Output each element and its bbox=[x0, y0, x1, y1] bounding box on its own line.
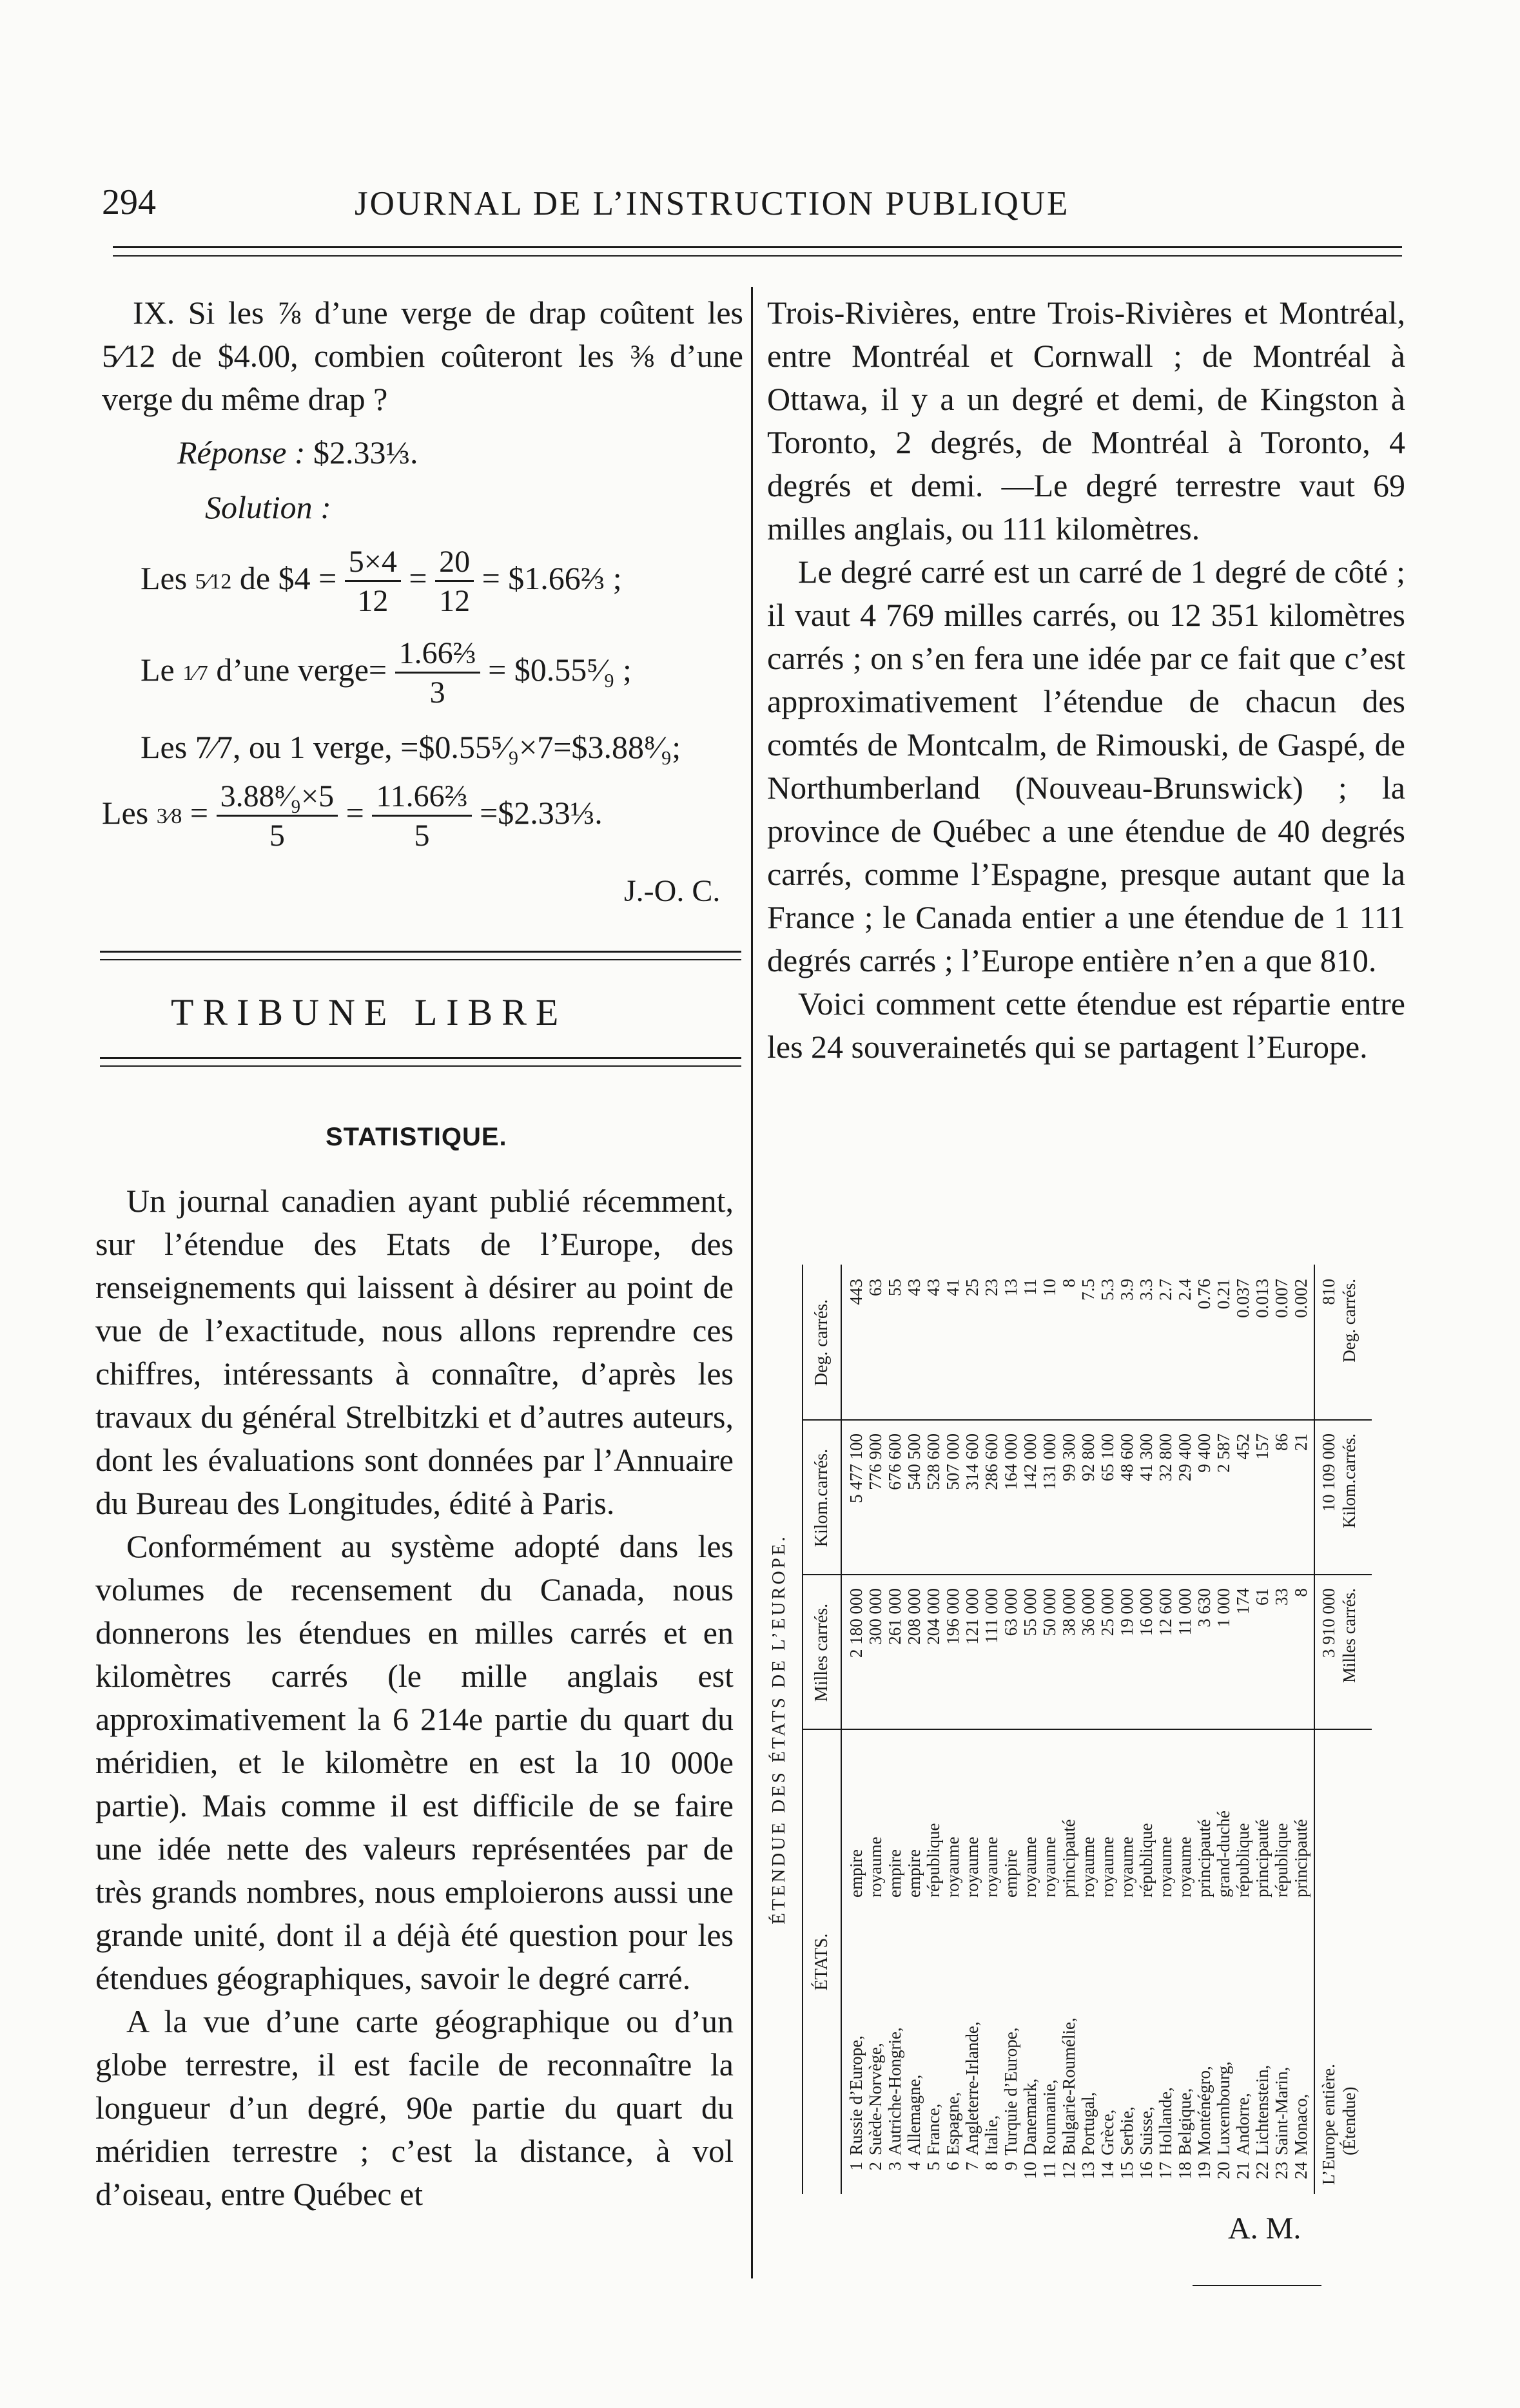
table-cell: 7.5 bbox=[1078, 1279, 1098, 1301]
table-cell: 9 400 bbox=[1194, 1433, 1214, 1473]
table-cell: Danemark, bbox=[1020, 2078, 1040, 2155]
paragraph: Le degré carré est un carré de 1 degré de côté ; il vaut 4 769 milles carrés, ou 12 351 kilomètres carrés ; on s’en fera une idée par ce fait que c’est approximativement l’étendue de chacun des comtés de Montcalm, de Rimouski, de Gaspé, de Northumberland (Nouveau-Brunswick) ; la province de Québec a une étendue de 40 degrés carrés, comme l’Espagne, presque autant que la France ; le Canada entier a une étendue de 1 111 degrés carrés ; l’Europe entière n’en a que 810. bbox=[767, 554, 1405, 978]
table-rule bbox=[1314, 1265, 1315, 2194]
table-cell: 11 bbox=[1040, 2162, 1059, 2179]
table-cell: Bulgarie-Roumélie, bbox=[1059, 2017, 1078, 2155]
page-number: 294 bbox=[102, 182, 156, 222]
table-cell: 8 bbox=[1291, 1588, 1311, 1597]
table-cell: 5 bbox=[924, 2162, 943, 2171]
right-body-text bbox=[767, 291, 1405, 1069]
table-cell: 208 000 bbox=[904, 1588, 924, 1645]
table-cell: république bbox=[1233, 1823, 1252, 1898]
table-cell: 18 bbox=[1175, 2162, 1194, 2179]
section-rule-1 bbox=[100, 951, 741, 953]
table-cell: 36 000 bbox=[1078, 1588, 1098, 1636]
table-cell: 452 bbox=[1233, 1433, 1252, 1460]
table-cell: 0.76 bbox=[1194, 1279, 1214, 1310]
table-cell: 32 800 bbox=[1156, 1433, 1175, 1482]
section-rule-3 bbox=[100, 1057, 741, 1059]
table-cell: 8 bbox=[982, 2162, 1001, 2171]
table-cell: 2 bbox=[866, 2162, 885, 2171]
solution-line-1: Les 5⁄12 de $4 = $\frac{5\times 4}{12}$ = $\frac{20}{12}$ = $1.66⅔ ; bbox=[141, 545, 622, 618]
table-cell: royaume bbox=[1117, 1836, 1136, 1898]
table-cell: 3 bbox=[885, 2162, 904, 2171]
table-cell: 14 bbox=[1098, 2162, 1117, 2179]
table-cell: république bbox=[1272, 1823, 1291, 1898]
table-cell: Autriche-Hongrie, bbox=[885, 2027, 904, 2155]
table-cell: 131 000 bbox=[1040, 1433, 1059, 1490]
table-cell: 43 bbox=[924, 1279, 943, 1296]
header-kilom: Kilom.carrés. bbox=[812, 1448, 832, 1548]
table-cell: 0.013 bbox=[1252, 1279, 1272, 1318]
table-cell: Monaco, bbox=[1291, 2093, 1311, 2155]
table-cell: grand-duché bbox=[1214, 1811, 1233, 1898]
table-cell: royaume bbox=[866, 1836, 885, 1898]
table-cell: 38 000 bbox=[1059, 1588, 1078, 1636]
journal-title: JOURNAL DE L’INSTRUCTION PUBLIQUE bbox=[355, 185, 1070, 222]
table-cell: 8 bbox=[1059, 1279, 1078, 1288]
answer-label: Réponse : bbox=[177, 434, 306, 471]
table-cell: principauté bbox=[1291, 1819, 1311, 1898]
section-rule-2 bbox=[100, 959, 741, 960]
table-cell: 121 000 bbox=[962, 1588, 982, 1645]
table-cell: 3 630 bbox=[1194, 1588, 1214, 1627]
table-cell: royaume bbox=[1156, 1836, 1175, 1898]
table-cell: 33 bbox=[1272, 1588, 1291, 1606]
table-cell: Russie d’Europe, bbox=[846, 2035, 866, 2155]
table-row bbox=[1214, 1265, 1233, 2194]
table-cell: 25 000 bbox=[1098, 1588, 1117, 1636]
table-cell: empire bbox=[1001, 1849, 1020, 1898]
table-cell: empire bbox=[885, 1849, 904, 1898]
table-cell: empire bbox=[846, 1849, 866, 1898]
table-cell: 63 000 bbox=[1001, 1588, 1020, 1636]
table-cell: 0.21 bbox=[1214, 1279, 1233, 1310]
table-total-units: (Étendue) Milles carrés. Kilom.carrés. Deg. carrés. bbox=[1340, 1279, 1359, 2155]
table-row bbox=[1078, 1265, 1098, 2194]
table-cell: Angleterre-Irlande, bbox=[962, 2021, 982, 2155]
table-row bbox=[1233, 1265, 1252, 2194]
table-cell: 142 000 bbox=[1020, 1433, 1040, 1490]
table-cell: 20 bbox=[1214, 2162, 1233, 2179]
table-cell: 16 bbox=[1136, 2162, 1156, 2179]
fraction: $\frac{\text{3.88⁸⁄₉×5}}{5}$ bbox=[217, 781, 338, 851]
table-cell: 111 000 bbox=[982, 1588, 1001, 1644]
table-row bbox=[866, 1265, 885, 2194]
table-cell: 22 bbox=[1252, 2162, 1272, 2179]
table-row bbox=[1001, 1265, 1020, 2194]
table-row bbox=[1040, 1265, 1059, 2194]
table-cell: 443 bbox=[846, 1279, 866, 1305]
table-cell: 5.3 bbox=[1098, 1279, 1117, 1301]
header-milles: Milles carrés. bbox=[812, 1603, 832, 1702]
paragraph: Un journal canadien ayant publié récemment, sur l’étendue des Etats de l’Europe, des renseignements qui laissent à désirer au point de vue de l’exactitude, nous allons reprendre ces chiffres, intéressants à connaître, d’après les travaux du général Strelbitzki et d’autres auteurs, dont les évaluations sont données par l’Annuaire du Bureau des Longitudes, édité à Paris. bbox=[95, 1183, 734, 1521]
solution-line-4: Les 3⁄8 = $\frac{\text{3.88⁸⁄₉×5}}{5}$ = $\frac{\text{11.66⅔}}{5}$ =$2.33⅓. bbox=[102, 779, 603, 853]
table-cell: 157 bbox=[1252, 1433, 1272, 1460]
table-cell: 63 bbox=[866, 1279, 885, 1296]
answer-value: $2.33⅓. bbox=[313, 434, 418, 471]
header-etats: ÉTATS. bbox=[812, 1933, 832, 1991]
table-row bbox=[1136, 1265, 1156, 2194]
table-cell: 50 000 bbox=[1040, 1588, 1059, 1636]
table-row bbox=[943, 1265, 962, 2194]
table-cell: 23 bbox=[982, 1279, 1001, 1296]
table-cell: 776 900 bbox=[866, 1433, 885, 1490]
solution-line-2: Le 1⁄7 d’une verge= $\frac{\text{1.66⅔}}{3}$ = $0.55⁵⁄₉ ; bbox=[141, 636, 632, 710]
table-cell: 19 000 bbox=[1117, 1588, 1136, 1636]
table-cell: 7 bbox=[962, 2162, 982, 2171]
header-rule-top bbox=[113, 246, 1402, 248]
table-cell: 5 477 100 bbox=[846, 1433, 866, 1503]
table-cell: 4 bbox=[904, 2162, 924, 2171]
table-cell: 15 bbox=[1117, 2162, 1136, 2179]
table-cell: 48 600 bbox=[1117, 1433, 1136, 1482]
table-cell: Roumanie, bbox=[1040, 2079, 1059, 2155]
table-cell: Allemagne, bbox=[904, 2074, 924, 2155]
table-cell: Espagne, bbox=[943, 2092, 962, 2155]
table-cell: 11 000 bbox=[1175, 1588, 1194, 1636]
table-cell: république bbox=[1136, 1823, 1156, 1898]
fraction: $\frac{\text{1.66⅔}}{3}$ bbox=[395, 638, 480, 708]
table-cell: Andorre, bbox=[1233, 2093, 1252, 2155]
closing-signature: A. M. bbox=[1228, 2211, 1301, 2246]
solution-line-3: Les 7⁄7, ou 1 verge, =$0.55⁵⁄₉×7=$3.88⁸⁄₉; bbox=[141, 729, 681, 765]
table-row bbox=[1020, 1265, 1040, 2194]
table-cell: royaume bbox=[1175, 1836, 1194, 1898]
table-cell: 41 bbox=[943, 1279, 962, 1296]
table-cell: royaume bbox=[1098, 1836, 1117, 1898]
table-cell: 3.9 bbox=[1117, 1279, 1136, 1301]
table-row bbox=[982, 1265, 1001, 2194]
left-body-text bbox=[95, 1180, 734, 2216]
table-cell: 10 bbox=[1020, 2162, 1040, 2179]
table-cell: royaume bbox=[1040, 1836, 1059, 1898]
table-row bbox=[1059, 1265, 1078, 2194]
table-cell: 540 500 bbox=[904, 1433, 924, 1490]
table-cell: 55 000 bbox=[1020, 1588, 1040, 1636]
problem-signature: J.-O. C. bbox=[624, 874, 721, 908]
table-cell: 204 000 bbox=[924, 1588, 943, 1645]
table-cell: 2 587 bbox=[1214, 1433, 1233, 1473]
table-cell: 2 180 000 bbox=[846, 1588, 866, 1658]
table-cell: 507 000 bbox=[943, 1433, 962, 1490]
table-cell: 92 800 bbox=[1078, 1433, 1098, 1482]
table-cell: 1 bbox=[846, 2162, 866, 2171]
table-cell: principauté bbox=[1194, 1819, 1214, 1898]
table-row bbox=[962, 1265, 982, 2194]
table-cell: 261 000 bbox=[885, 1588, 904, 1645]
table-cell: royaume bbox=[943, 1836, 962, 1898]
table-cell: 528 600 bbox=[924, 1433, 943, 1490]
statistique-heading: STATISTIQUE. bbox=[326, 1123, 507, 1151]
table-row bbox=[1117, 1265, 1136, 2194]
table-rotated bbox=[759, 1265, 1372, 2194]
table-cell: Luxembourg, bbox=[1214, 2061, 1233, 2155]
paragraph: Conformément au système adopté dans les volumes de recensement du Canada, nous donnerons les étendues en milles carrés et en kilomètres carrés (le mille anglais est approximativement la 6 214e partie du quart du méridien, et le kilomètre en est la 10 000e partie). Mais comme il est difficile de se faire une idée nette des valeurs représentées par de très grands nombres, nous emploierons aussi une grande unité, dont il a déjà été question pour les étendues géographiques, savoir le degré carré. bbox=[95, 1528, 734, 1996]
table-row bbox=[846, 1265, 866, 2194]
table-cell: 24 bbox=[1291, 2162, 1311, 2179]
table-cell: Grèce, bbox=[1098, 2109, 1117, 2155]
header-rule-bottom bbox=[113, 255, 1402, 257]
table-row bbox=[1272, 1265, 1291, 2194]
table-cell: 0.002 bbox=[1291, 1279, 1311, 1318]
table-cell: 2.7 bbox=[1156, 1279, 1175, 1301]
table-row bbox=[1252, 1265, 1272, 2194]
table-cell: 196 000 bbox=[943, 1588, 962, 1645]
closing-rule bbox=[1193, 2285, 1321, 2286]
table-cell: 61 bbox=[1252, 1588, 1272, 1606]
table-cell: 300 000 bbox=[866, 1588, 885, 1645]
table-cell: 13 bbox=[1078, 2162, 1098, 2179]
header-degres: Deg. carrés. bbox=[812, 1299, 832, 1386]
solution-label: Solution : bbox=[205, 489, 331, 525]
table-title: ÉTENDUE DES ÉTATS DE L’EUROPE. bbox=[768, 1534, 789, 1925]
table-cell: 86 bbox=[1272, 1433, 1291, 1451]
fraction: $\frac{20}{12}$ bbox=[435, 547, 474, 617]
table-cell: Portugal, bbox=[1078, 2092, 1098, 2155]
table-cell: 0.037 bbox=[1233, 1279, 1252, 1318]
fraction: $\frac{\text{11.66⅔}}{5}$ bbox=[372, 781, 471, 851]
table-cell: empire bbox=[904, 1849, 924, 1898]
table-cell: 16 000 bbox=[1136, 1588, 1156, 1636]
table-cell: 6 bbox=[943, 2162, 962, 2171]
table-row bbox=[885, 1265, 904, 2194]
table-cell: 23 bbox=[1272, 2162, 1291, 2179]
table-row bbox=[1291, 1265, 1311, 2194]
table-cell: Suisse, bbox=[1136, 2106, 1156, 2155]
table-cell: 21 bbox=[1233, 2162, 1252, 2179]
table-cell: 12 bbox=[1059, 2162, 1078, 2179]
table-cell: Saint-Marin, bbox=[1272, 2066, 1291, 2155]
paragraph: Voici comment cette étendue est répartie entre les 24 souverainetés qui se partagent l’Europe. bbox=[767, 986, 1405, 1065]
table-cell: royaume bbox=[962, 1836, 982, 1898]
problem-statement: IX. Si les ⅞ d’une verge de drap coûtent les 5⁄12 de $4.00, combien coûteront les ⅜ d’une verge du même drap ? bbox=[102, 295, 743, 417]
table-total-row: L’Europe entière. 3 910 000 10 109 000 810 bbox=[1319, 1279, 1338, 2185]
table-cell: 9 bbox=[1001, 2162, 1020, 2171]
table-cell: 1 000 bbox=[1214, 1588, 1233, 1627]
table-cell: Serbie, bbox=[1117, 2106, 1136, 2155]
table-row bbox=[1175, 1265, 1194, 2194]
table-cell: 29 400 bbox=[1175, 1433, 1194, 1482]
table-cell: 11 bbox=[1020, 1279, 1040, 1296]
table-cell: 3.3 bbox=[1136, 1279, 1156, 1301]
table-cell: 65 100 bbox=[1098, 1433, 1117, 1482]
table-cell: France, bbox=[924, 2103, 943, 2155]
table-cell: 43 bbox=[904, 1279, 924, 1296]
table-cell: 99 300 bbox=[1059, 1433, 1078, 1482]
table-cell: 21 bbox=[1291, 1433, 1311, 1451]
europe-area-table bbox=[759, 1265, 1372, 2194]
table-cell: 286 600 bbox=[982, 1433, 1001, 1490]
table-cell: 314 600 bbox=[962, 1433, 982, 1490]
table-cell: royaume bbox=[1020, 1836, 1040, 1898]
table-row bbox=[1156, 1265, 1175, 2194]
table-cell: principauté bbox=[1059, 1819, 1078, 1898]
table-cell: 55 bbox=[885, 1279, 904, 1296]
table-cell: république bbox=[924, 1823, 943, 1898]
table-cell: Italie, bbox=[982, 2115, 1001, 2155]
section-rule-4 bbox=[100, 1065, 741, 1067]
running-head bbox=[0, 182, 1520, 233]
column-divider bbox=[751, 287, 753, 2278]
table-cell: 10 bbox=[1040, 1279, 1059, 1296]
table-cell: 13 bbox=[1001, 1279, 1020, 1296]
fraction: $\frac{5\times 4}{12}$ bbox=[345, 547, 401, 617]
paragraph: Trois-Rivières, entre Trois-Rivières et Montréal, entre Montréal et Cornwall ; de Montréal à Ottawa, il y a un degré et demi, de Kingston à Toronto, 2 degrés, de Montréal à Toronto, 4 degrés et demi. —Le degré terrestre vaut 69 milles anglais, ou 111 kilomètres. bbox=[767, 295, 1405, 547]
table-cell: 12 600 bbox=[1156, 1588, 1175, 1636]
table-cell: 41 300 bbox=[1136, 1433, 1156, 1482]
table-cell: 25 bbox=[962, 1279, 982, 1296]
table-row bbox=[1194, 1265, 1214, 2194]
table-row bbox=[904, 1265, 924, 2194]
table-cell: Turquie d’Europe, bbox=[1001, 2027, 1020, 2155]
table-cell: 0.007 bbox=[1272, 1279, 1291, 1318]
table-cell: Belgique, bbox=[1175, 2088, 1194, 2155]
answer-line bbox=[177, 434, 418, 471]
tribune-heading: TRIBUNE LIBRE bbox=[171, 991, 568, 1033]
table-cell: 164 000 bbox=[1001, 1433, 1020, 1490]
paragraph: A la vue d’une carte géographique ou d’un globe terrestre, il est facile de reconnaître la longueur d’un degré, 90e partie du quart du méridien terrestre ; c’est la distance, à vol d’oiseau, entre Québec et bbox=[95, 2003, 734, 2212]
table-row bbox=[1098, 1265, 1117, 2194]
table-cell: royaume bbox=[982, 1836, 1001, 1898]
table-cell: 174 bbox=[1233, 1588, 1252, 1615]
table-cell: 19 bbox=[1194, 2162, 1214, 2179]
table-cell: 2.4 bbox=[1175, 1279, 1194, 1301]
table-cell: 17 bbox=[1156, 2162, 1175, 2179]
table-row bbox=[924, 1265, 943, 2194]
table-cell: Hollande, bbox=[1156, 2087, 1175, 2155]
table-cell: principauté bbox=[1252, 1819, 1272, 1898]
table-cell: Suède-Norvège, bbox=[866, 2043, 885, 2155]
table-cell: Monténégro, bbox=[1194, 2066, 1214, 2155]
table-cell: Lichtenstein, bbox=[1252, 2064, 1272, 2155]
table-cell: royaume bbox=[1078, 1836, 1098, 1898]
table-cell: 676 600 bbox=[885, 1433, 904, 1490]
